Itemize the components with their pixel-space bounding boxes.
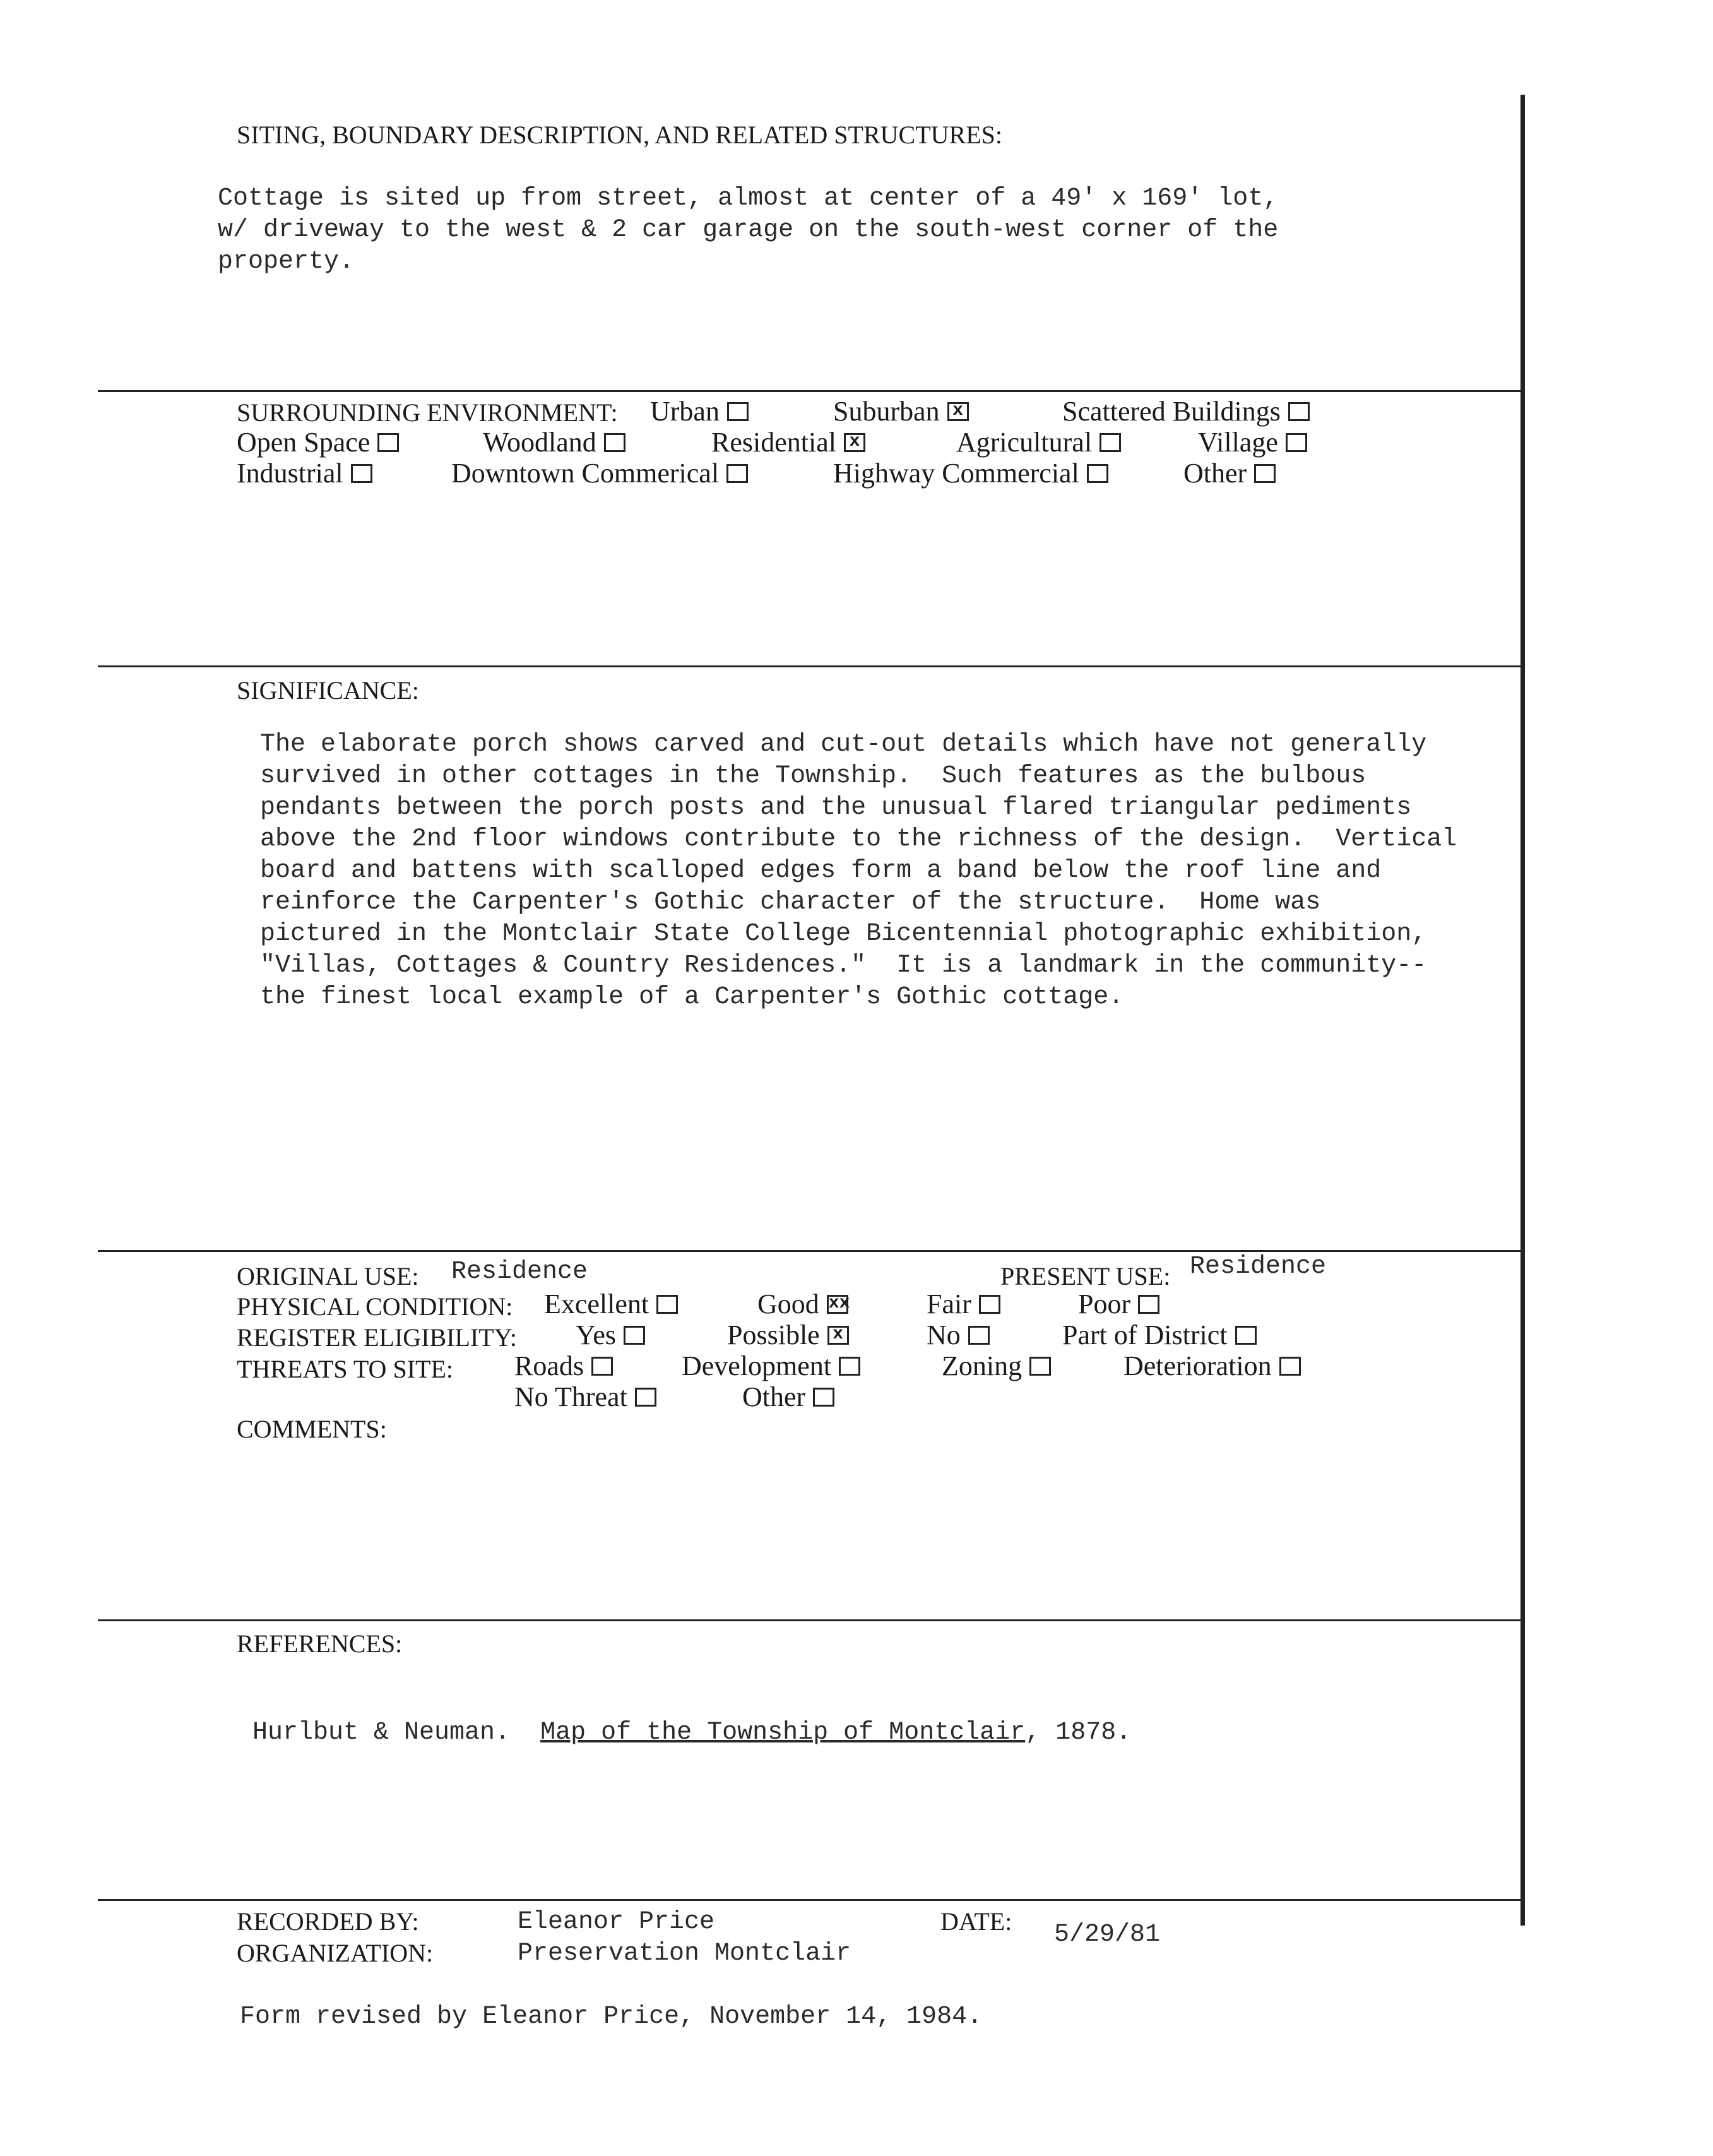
- checkbox[interactable]: [979, 1295, 1000, 1314]
- condition-poor[interactable]: Poor: [1078, 1288, 1159, 1320]
- condition-good[interactable]: Good xx: [757, 1289, 850, 1319]
- env-industrial[interactable]: Industrial: [237, 457, 372, 489]
- date-label: DATE:: [940, 1907, 1012, 1936]
- env-open-space[interactable]: Open Space: [237, 426, 399, 458]
- checkbox[interactable]: [656, 1295, 678, 1314]
- env-scattered-buildings[interactable]: Scattered Buildings: [1062, 395, 1310, 427]
- recorded-by-value: Eleanor Price: [518, 1908, 715, 1936]
- register-label: REGISTER ELIGIBILITY:: [237, 1323, 518, 1352]
- present-use-label: PRESENT USE:: [1000, 1262, 1171, 1290]
- checkbox[interactable]: [1138, 1295, 1159, 1314]
- siting-line-3: property.: [218, 247, 355, 276]
- checkbox[interactable]: [604, 433, 625, 452]
- checkbox[interactable]: [1279, 1357, 1301, 1376]
- checkbox[interactable]: x: [947, 402, 969, 421]
- env-urban[interactable]: Urban: [650, 395, 749, 427]
- original-use-label: ORIGINAL USE:: [237, 1262, 419, 1290]
- reference-title: Map of the Township of Montclair: [540, 1718, 1026, 1747]
- reference-year: , 1878.: [1025, 1718, 1132, 1747]
- significance-line-8: "Villas, Cottages & Country Residences." It is a landmark in the community--: [260, 951, 1427, 980]
- environment-heading: SURROUNDING ENVIRONMENT:: [237, 398, 618, 427]
- checkbox[interactable]: [1286, 433, 1307, 452]
- condition-label: PHYSICAL CONDITION:: [237, 1292, 513, 1321]
- env-downtown-commercial[interactable]: Downtown Commerical: [451, 457, 748, 489]
- threat-zoning[interactable]: Zoning: [942, 1350, 1051, 1382]
- condition-fair[interactable]: Fair: [927, 1288, 1000, 1320]
- siting-heading: SITING, BOUNDARY DESCRIPTION, AND RELATED STRUCTURES:: [237, 121, 1003, 149]
- env-suburban[interactable]: Suburban x: [833, 395, 969, 427]
- comments-heading: COMMENTS:: [237, 1415, 387, 1443]
- checkbox[interactable]: [635, 1388, 656, 1407]
- section-divider: [98, 1899, 1522, 1901]
- recorded-by-label: RECORDED BY:: [237, 1907, 419, 1936]
- condition-excellent[interactable]: Excellent: [544, 1288, 678, 1320]
- siting-line-1: Cottage is sited up from street, almost at center of a 49' x 169' lot,: [218, 184, 1279, 213]
- significance-line-2: survived in other cottages in the Township. Such features as the bulbous: [260, 762, 1366, 790]
- checkbox[interactable]: [727, 402, 749, 421]
- section-divider: [98, 390, 1522, 392]
- register-part-of-district[interactable]: Part of District: [1062, 1319, 1257, 1351]
- organization-value: Preservation Montclair: [518, 1939, 851, 1968]
- significance-line-5: board and battens with scalloped edges form a band below the roof line and: [260, 857, 1382, 885]
- checkbox[interactable]: [1235, 1326, 1257, 1345]
- checkbox[interactable]: x: [827, 1326, 849, 1345]
- threat-other[interactable]: Other: [742, 1381, 834, 1413]
- significance-line-7: pictured in the Montclair State College Bicentennial photographic exhibition,: [260, 920, 1427, 948]
- env-residential[interactable]: Residential x: [711, 426, 865, 458]
- checkbox[interactable]: [839, 1357, 860, 1376]
- significance-line-1: The elaborate porch shows carved and cut-out details which have not generally: [260, 730, 1427, 759]
- threat-roads[interactable]: Roads: [514, 1350, 613, 1382]
- checkbox[interactable]: [624, 1326, 645, 1345]
- checkbox[interactable]: [1100, 433, 1121, 452]
- original-use-value: Residence: [451, 1258, 588, 1286]
- significance-line-4: above the 2nd floor windows contribute to the richness of the design. Vertical: [260, 825, 1457, 854]
- reference-author: Hurlbut & Neuman.: [252, 1718, 511, 1747]
- references-heading: REFERENCES:: [237, 1629, 403, 1658]
- checkbox[interactable]: xx: [827, 1295, 848, 1314]
- register-possible[interactable]: Possible x: [727, 1319, 849, 1351]
- env-village[interactable]: Village: [1198, 426, 1307, 458]
- checkbox[interactable]: [968, 1326, 990, 1345]
- register-no[interactable]: No: [927, 1319, 990, 1351]
- env-other[interactable]: Other: [1183, 457, 1276, 489]
- checkbox[interactable]: [1087, 464, 1108, 483]
- threat-deterioration[interactable]: Deterioration: [1123, 1350, 1301, 1382]
- checkbox[interactable]: [1288, 402, 1310, 421]
- significance-line-3: pendants between the porch posts and the unusual flared triangular pediments: [260, 794, 1412, 822]
- section-divider: [98, 665, 1522, 667]
- reference-entry: [252, 1717, 1131, 1749]
- checkbox[interactable]: [591, 1357, 613, 1376]
- right-border-line: [1520, 95, 1525, 1926]
- threat-development[interactable]: Development: [682, 1350, 860, 1382]
- significance-line-6: reinforce the Carpenter's Gothic character of the structure. Home was: [260, 888, 1321, 917]
- checkbox[interactable]: [351, 464, 372, 483]
- present-use-value: Residence: [1190, 1253, 1327, 1281]
- checkbox[interactable]: [377, 433, 399, 452]
- section-divider: [98, 1619, 1522, 1621]
- significance-heading: SIGNIFICANCE:: [237, 676, 419, 705]
- env-woodland[interactable]: Woodland: [483, 426, 625, 458]
- checkbox[interactable]: [1254, 464, 1276, 483]
- date-value: 5/29/81: [1054, 1921, 1161, 1949]
- checkbox[interactable]: [726, 464, 748, 483]
- env-agricultural[interactable]: Agricultural: [956, 426, 1121, 458]
- significance-line-9: the finest local example of a Carpenter's Gothic cottage.: [260, 983, 1124, 1011]
- siting-line-2: w/ driveway to the west & 2 car garage on the south-west corner of the: [218, 216, 1279, 244]
- checkbox[interactable]: x: [844, 433, 865, 452]
- checkbox[interactable]: [1029, 1357, 1051, 1376]
- register-yes[interactable]: Yes: [576, 1319, 645, 1351]
- checkbox[interactable]: [813, 1388, 834, 1407]
- threat-no-threat[interactable]: No Threat: [514, 1381, 656, 1413]
- form-revised-note: Form revised by Eleanor Price, November 14, 1984.: [240, 2003, 983, 2031]
- organization-label: ORGANIZATION:: [237, 1939, 434, 1967]
- threats-label: THREATS TO SITE:: [237, 1355, 453, 1383]
- env-highway-commercial[interactable]: Highway Commercial: [833, 457, 1108, 489]
